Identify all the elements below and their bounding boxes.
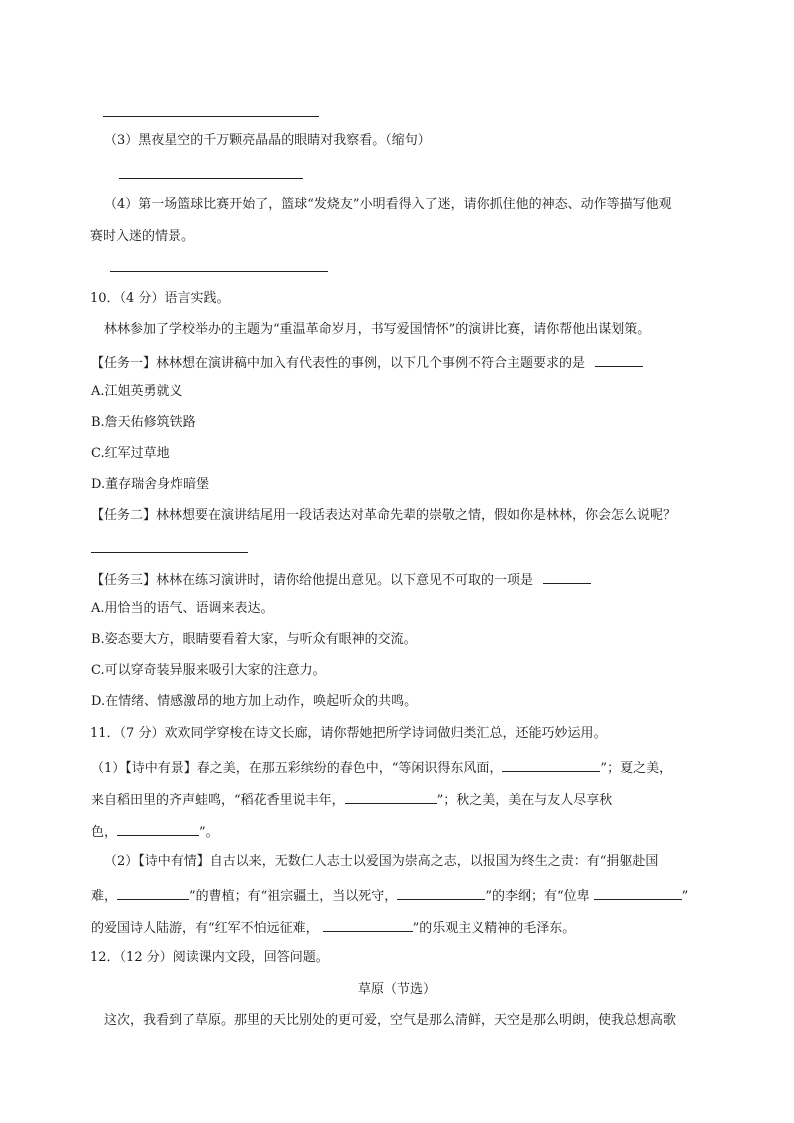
q11-p1-text: 来自稻田里的齐声蛙鸣，“稻花香里说丰年， — [91, 793, 345, 808]
q12-header: 12．（12 分）阅读课内文段，回答问题。 — [90, 950, 329, 965]
q11-p1-text: ”。 — [199, 825, 219, 840]
answer-blank[interactable] — [117, 885, 189, 900]
passage-text: 这次，我看到了草原。那里的天比别处的更可爱，空气是那么清鲜，天空是那么明朗，使我总想高歌 — [104, 1013, 677, 1028]
q11-p2-text: 难， — [91, 889, 118, 904]
q9-item3: （3）黑夜星空的千万颗亮晶晶的眼睛对我察看。（缩句） — [104, 133, 431, 148]
q10-task1-option-d: D.董存瑞舍身炸暗堡 — [91, 477, 210, 492]
q11-p2-text: ”的乐观主义精神的毛泽东。 — [412, 921, 576, 936]
q10-task3-option-d: D.在情绪、情感激昂的地方加上动作，唤起听众的共鸣。 — [91, 694, 418, 709]
answer-blank[interactable] — [323, 917, 413, 932]
q11-p1-line3 — [91, 821, 219, 842]
answer-blank[interactable] — [345, 789, 437, 804]
q11-p1-line1 — [91, 757, 672, 778]
q11-p1-text: ”；秋之美，美在与友人尽享秋 — [436, 793, 613, 808]
answer-blank[interactable] — [594, 885, 682, 900]
answer-blank[interactable] — [595, 352, 643, 367]
q10-task3 — [91, 569, 591, 590]
q10-task3-option-a: A.用恰当的语气、语调来表达。 — [91, 601, 274, 616]
q11-p2-text: 的爱国诗人陆游，有“红军不怕远征难， — [91, 921, 319, 936]
answer-blank[interactable] — [543, 569, 591, 584]
answer-blank[interactable] — [397, 885, 485, 900]
q10-header: 10．（4 分）语言实践。 — [90, 291, 230, 306]
q11-header: 11．（7 分）欢欢同学穿梭在诗文长廊，请你帮她把所学诗词做归类汇总，还能巧妙运用。 — [90, 726, 607, 741]
q10-task1 — [91, 352, 643, 373]
q11-p2-line3 — [91, 917, 575, 938]
q9-item4-line2: 赛时入迷的情景。 — [90, 229, 195, 244]
answer-blank[interactable] — [502, 757, 600, 772]
q10-task1-option-c: C.红军过草地 — [91, 446, 170, 461]
q10-task1-option-b: B.詹天佑修筑铁路 — [91, 415, 196, 430]
q10-task3-text: 【任务三】林林在练习演讲时，请你给他提出意见。以下意见不可取的一项是 — [91, 573, 534, 588]
q10-task1-text: 【任务一】林林想在演讲稿中加入有代表性的事例，以下几个事例不符合主题要求的是 — [91, 356, 586, 371]
q10-intro: 林林参加了学校举办的主题为“重温革命岁月，书写爱国情怀”的演讲比赛，请你帮他出谋划策。 — [104, 322, 651, 337]
q10-task3-option-c: C.可以穿奇装异服来吸引大家的注意力。 — [91, 663, 326, 678]
q11-p2-line2 — [91, 885, 688, 906]
q10-task2: 【任务二】林林想要在演讲结尾用一段话表达对革命先辈的崇敬之情，假如你是林林，你会怎么说呢？ — [91, 508, 677, 523]
q11-p1-line2 — [91, 789, 612, 810]
q9-item4-line1: （4）第一场篮球比赛开始了，篮球“发烧友”小明看得入了迷，请你抓住他的神态、动作等描写他观 — [104, 197, 672, 212]
q11-p2-line1: （2）【诗中有情】自古以来，无数仁人志士以爱国为崇高之志，以报国为终生之责：有“捐躯赴国 — [104, 854, 659, 869]
answer-line[interactable] — [119, 178, 303, 179]
q11-p2-text: ” — [681, 889, 689, 904]
q10-task1-option-a: A.江姐英勇就义 — [91, 384, 183, 399]
q11-p2-text: ”的李纲；有“位卑 — [485, 889, 590, 904]
q11-p1-text: 色， — [91, 825, 118, 840]
passage-title: 草原（节选） — [357, 982, 436, 997]
answer-line[interactable] — [91, 552, 248, 553]
q11-p1-text: （1）【诗中有景】春之美，在那五彩缤纷的春色中，“等闲识得东风面， — [91, 761, 503, 776]
q11-p2-text: ”的曹植；有“祖宗疆土，当以死守， — [189, 889, 398, 904]
answer-line[interactable] — [110, 271, 328, 272]
answer-line[interactable] — [103, 116, 319, 117]
q10-task3-option-b: B.姿态要大方，眼睛要看着大家，与听众有眼神的交流。 — [91, 632, 417, 647]
answer-blank[interactable] — [117, 821, 199, 836]
q11-p1-text: ”；夏之美， — [600, 761, 673, 776]
